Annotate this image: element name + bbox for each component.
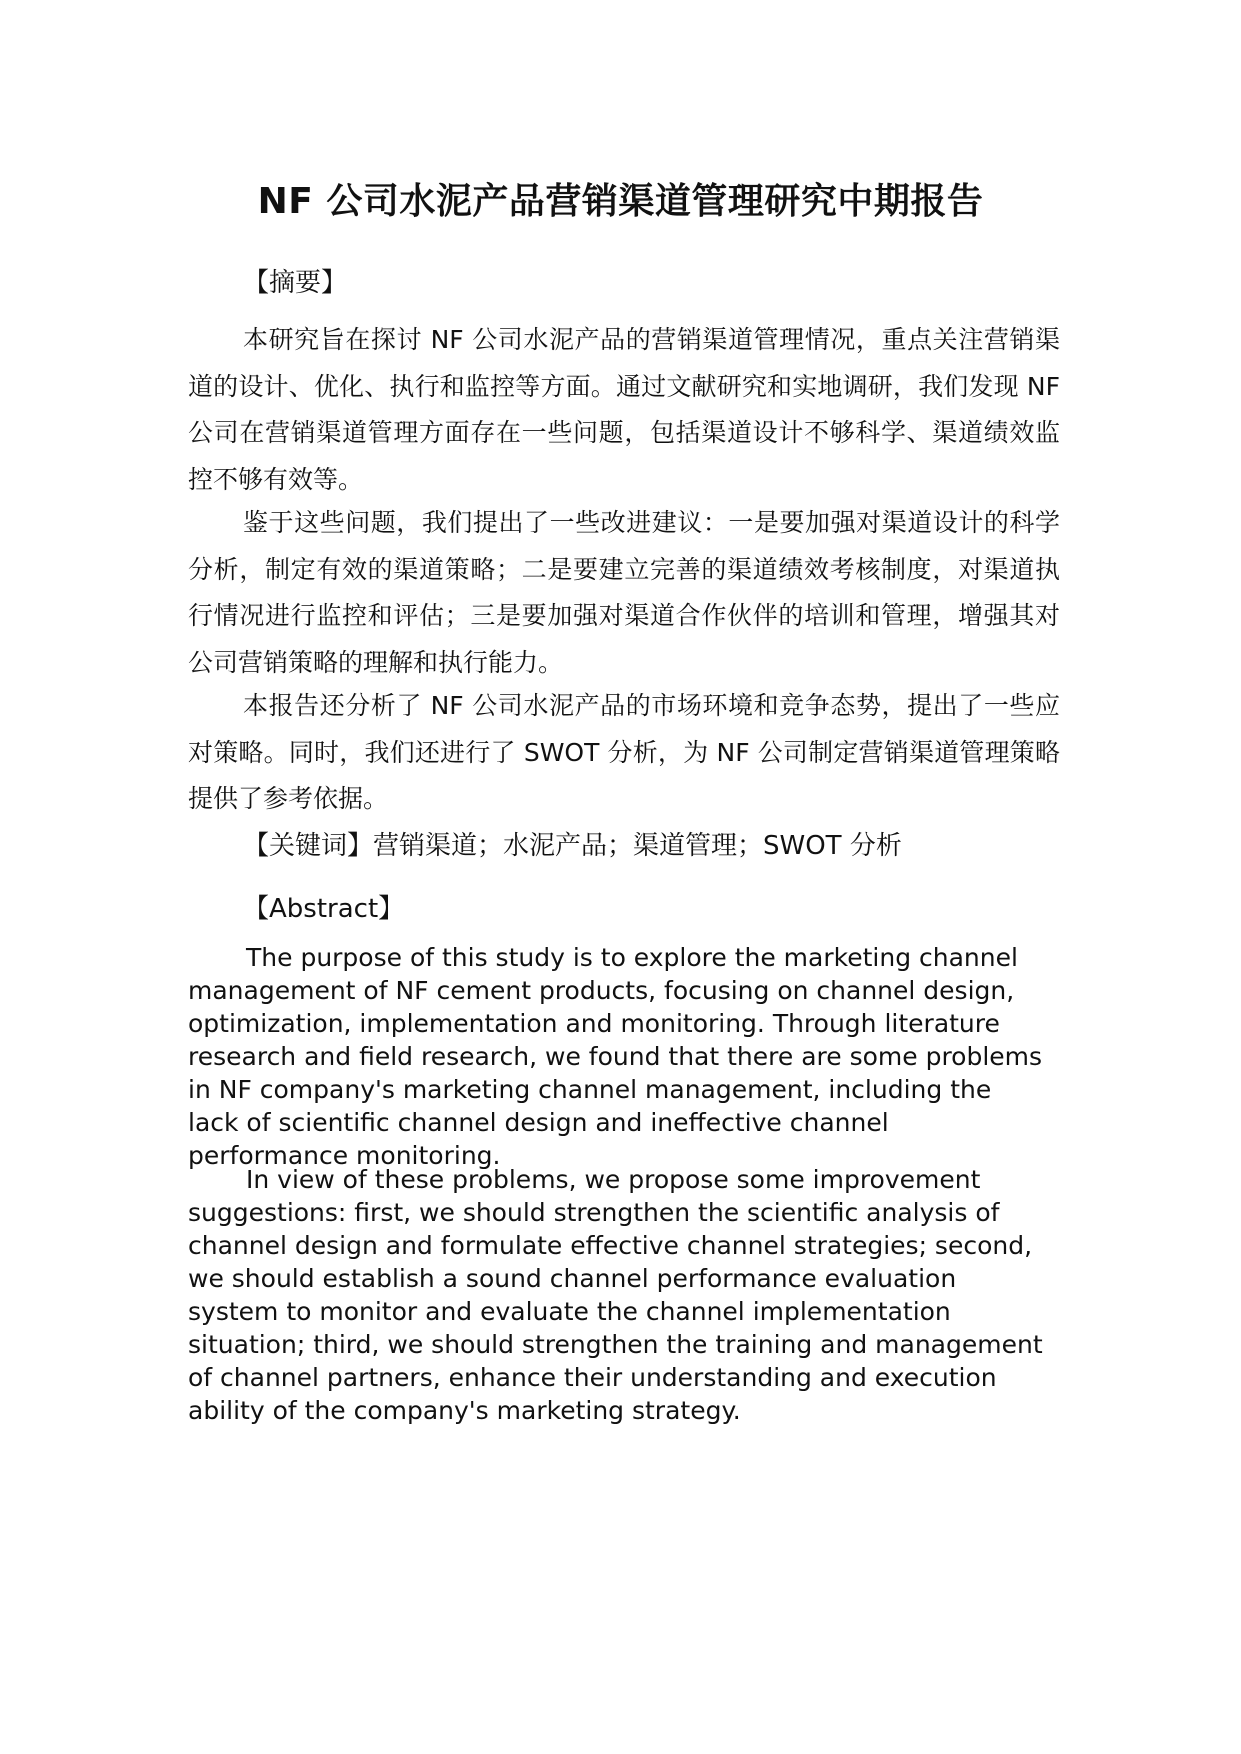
abstract-en-paragraph-2: In view of these problems, we propose some improvement suggestions: first, we should strengthen the scientific analysis of channel design and formulate effective channel strategies; second, we should establish a sound channel performance evaluation system to monitor and evaluate the channel implementation situation; third, we should strengthen the training and management of channel partners, enhance their understanding and execution ability of the company's marketing strategy. [188,1165,1043,1425]
abstract-cn-heading: 【摘要】 [243,268,348,298]
abstract-cn-paragraph-2: 鉴于这些问题，我们提出了一些改进建议：一是要加强对渠道设计的科学分析，制定有效的渠道策略；二是要建立完善的渠道绩效考核制度，对渠道执行情况进行监控和评估；三是要加强对渠道合作伙伴的培训和管理，增强其对公司营销策略的理解和执行能力。 [188,508,1060,677]
abstract-cn-paragraph-1: 本研究旨在探讨 NF 公司水泥产品的营销渠道管理情况，重点关注营销渠道的设计、优化、执行和监控等方面。通过文献研究和实地调研，我们发现 NF 公司在营销渠道管理方面存在一些问题，包括渠道设计不够科学、渠道绩效监控不够有效等。 [188,325,1060,494]
keywords-line: 【关键词】营销渠道；水泥产品；渠道管理；SWOT 分析 [243,831,902,861]
abstract-cn-paragraph-3: 本报告还分析了 NF 公司水泥产品的市场环境和竞争态势，提出了一些应对策略。同时，我们还进行了 SWOT 分析，为 NF 公司制定营销渠道管理策略提供了参考依据。 [188,691,1060,813]
page-title: NF 公司水泥产品营销渠道管理研究中期报告 [257,181,984,222]
abstract-en-heading: 【Abstract】 [243,894,405,924]
abstract-en-paragraph-1: The purpose of this study is to explore the marketing channel management of NF cement products, focusing on channel design, optimization, implementation and monitoring. Through literature research and field research, we found that there are some problems in NF company's marketing channel management, including the lack of scientific channel design and ineffective channel performance monitoring. [188,943,1043,1170]
